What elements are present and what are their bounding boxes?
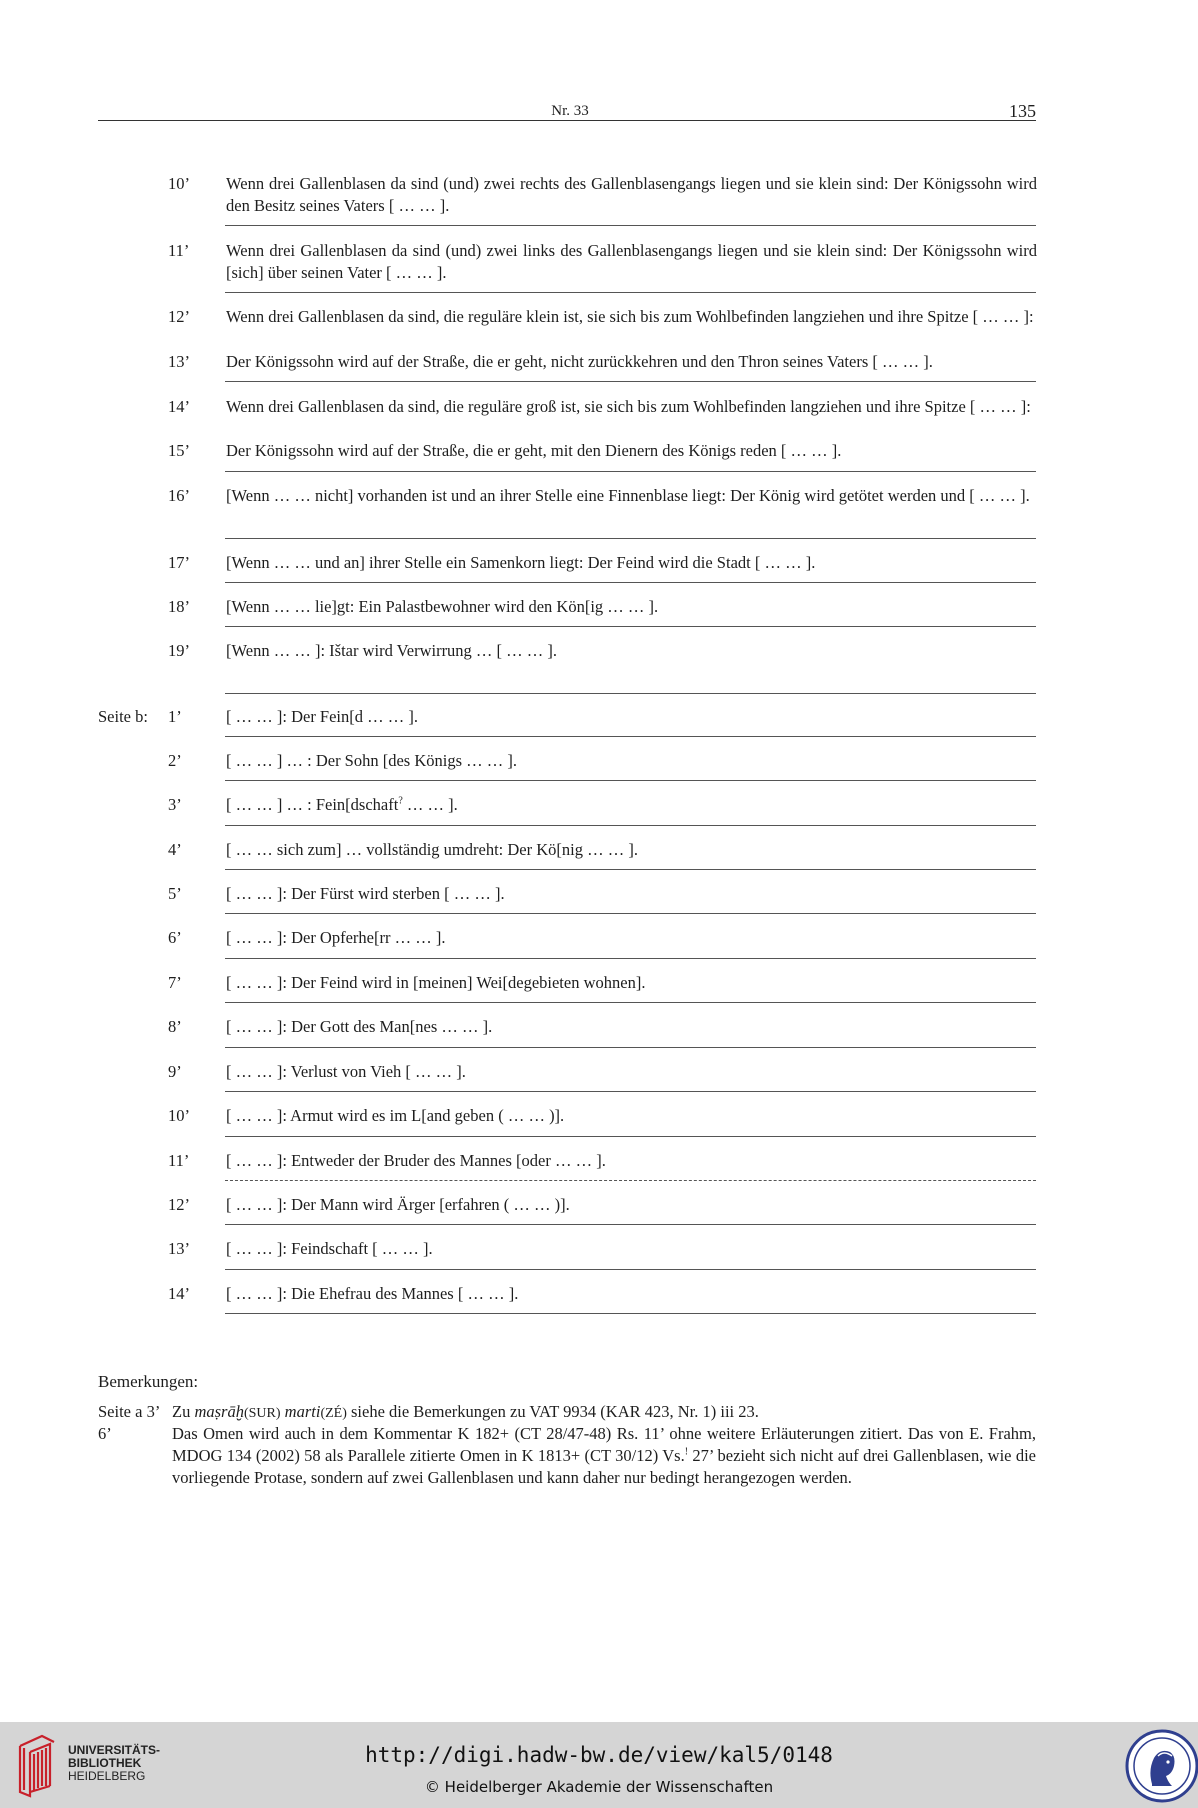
omen-line: [ … … ]: Entweder der Bruder des Mannes [oder … … ]. xyxy=(226,1151,606,1170)
omen-line: [Wenn … … nicht] vorhanden ist und an ihrer Stelle eine Finnenblase liegt: Der König wird getötet werden und [ … … ]. xyxy=(226,486,1030,505)
section-rule xyxy=(225,471,1036,472)
remark-text-part: 27’ bezieht sich nicht auf drei Gallenblasen, wie die vorliegende Protase, sondern auf zwei Gallenblasen und kann daher nur bedingt herangezogen werden. xyxy=(172,1446,1036,1487)
line-number: 1’ xyxy=(168,707,182,726)
remark-label: 6’ xyxy=(98,1424,112,1443)
line-number: 14’ xyxy=(168,397,190,416)
line-number: 11’ xyxy=(168,1151,190,1170)
omen-line: [ … … ]: Der Gott des Man[nes … … ]. xyxy=(226,1017,493,1036)
omen-line xyxy=(226,794,458,816)
omen-line: [ … … ]: Verlust von Vieh [ … … ]. xyxy=(226,1062,466,1081)
section-rule xyxy=(225,736,1036,737)
line-number: 3’ xyxy=(168,795,182,814)
line-number: 18’ xyxy=(168,597,190,616)
omen-line: Wenn drei Gallenblasen da sind (und) zwei links des Gallenblasengangs liegen und sie klein sind: Der Königssohn wird [sich] über seinen Vater [ … … ]. xyxy=(226,241,1037,282)
header-rule xyxy=(98,120,1036,121)
sumerogram: (SUR) xyxy=(243,1406,281,1421)
remark-label: Seite a 3’ xyxy=(98,1402,161,1421)
omen-text: … … ]. xyxy=(402,795,458,814)
line-number: 16’ xyxy=(168,486,190,505)
omen-line: [ … … ]: Der Opferhe[rr … … ]. xyxy=(226,928,446,947)
section-rule xyxy=(225,958,1036,959)
line-number: 9’ xyxy=(168,1062,182,1081)
omen-line: [ … … ]: Der Mann wird Ärger [erfahren ( … … )]. xyxy=(226,1195,570,1214)
library-name-line: BIBLIOTHEK xyxy=(68,1756,142,1770)
section-rule xyxy=(225,1224,1036,1225)
section-rule xyxy=(225,1091,1036,1092)
remarks-title: Bemerkungen: xyxy=(98,1372,199,1391)
query-mark: ? xyxy=(398,795,403,807)
section-rule xyxy=(225,292,1036,293)
line-number: 10’ xyxy=(168,1106,190,1125)
line-number: 15’ xyxy=(168,441,190,460)
section-rule xyxy=(225,225,1036,226)
section-rule xyxy=(225,1269,1036,1270)
line-number: 11’ xyxy=(168,241,190,260)
omen-line: Wenn drei Gallenblasen da sind (und) zwei rechts des Gallenblasengangs liegen und sie klein sind: Der Königssohn wird den Besitz seines Vaters [ … … ]. xyxy=(226,174,1037,215)
omen-line: [ … … ]: Die Ehefrau des Mannes [ … … ]. xyxy=(226,1284,519,1303)
section-rule xyxy=(225,913,1036,914)
omen-line: Der Königssohn wird auf der Straße, die er geht, mit den Dienern des Königs reden [ … … ]. xyxy=(226,441,842,460)
section-rule xyxy=(225,1136,1036,1137)
line-number: 14’ xyxy=(168,1284,190,1303)
omen-line: [Wenn … … ]: Ištar wird Verwirrung … [ … … ]. xyxy=(226,641,558,660)
academy-seal-icon xyxy=(1122,1726,1198,1804)
omen-line: [Wenn … … und an] ihrer Stelle ein Samenkorn liegt: Der Feind wird die Stadt [ … … ]. xyxy=(226,553,816,572)
library-name-line: HEIDELBERG xyxy=(68,1769,146,1783)
akkadian-term: marti xyxy=(284,1402,321,1421)
remark-text-part: Das Omen wird auch in dem Kommentar K 182+ (CT 28/47-48) Rs. 11’ ohne weitere Erläuterungen zitiert. Das von E. Frahm, MDOG 134 (2002) 58 als Parallele zitierte Omen in K 1813+ (CT 30/12) Vs. xyxy=(172,1424,1036,1465)
line-number: 17’ xyxy=(168,553,190,572)
section-rule xyxy=(225,825,1036,826)
line-number: 5’ xyxy=(168,884,182,903)
line-number: 13’ xyxy=(168,352,190,371)
emendation-mark: ! xyxy=(684,1446,689,1458)
section-rule xyxy=(225,538,1036,539)
copyright-notice: © Heidelberger Akademie der Wissenschaften xyxy=(424,1778,774,1796)
section-rule xyxy=(225,1047,1036,1048)
line-number: 19’ xyxy=(168,641,190,660)
remark-text xyxy=(172,1401,1036,1425)
omen-line: [ … … ]: Der Fürst wird sterben [ … … ]. xyxy=(226,884,505,903)
omen-line: [ … … ] … : Der Sohn [des Königs … … ]. xyxy=(226,751,518,770)
omen-line: [ … … ]: Der Fein[d … … ]. xyxy=(226,707,419,726)
line-number: 8’ xyxy=(168,1017,182,1036)
line-number: 13’ xyxy=(168,1239,190,1258)
sumerogram: (ZÉ) xyxy=(320,1406,347,1421)
running-header-title: Nr. 33 xyxy=(551,103,589,119)
permalink-url[interactable]: http://digi.hadw-bw.de/view/kal5/0148 xyxy=(365,1743,833,1767)
omen-text: [ … … ] … : Fein[dschaft xyxy=(226,795,399,814)
section-rule xyxy=(225,1002,1036,1003)
omen-line: Der Königssohn wird auf der Straße, die er geht, nicht zurückkehren und den Thron seines Vaters [ … … ]. xyxy=(226,352,933,371)
line-number: 7’ xyxy=(168,973,182,992)
footer-bar xyxy=(0,1722,1198,1808)
omen-line: Wenn drei Gallenblasen da sind, die reguläre klein ist, sie sich bis zum Wohlbefinden langziehen und ihre Spitze [ … … ]: xyxy=(226,307,1034,326)
line-number: 12’ xyxy=(168,1195,190,1214)
page-number: 135 xyxy=(1009,101,1036,121)
omen-line: Wenn drei Gallenblasen da sind, die reguläre groß ist, sie sich bis zum Wohlbefinden langziehen und ihre Spitze [ … … ]: xyxy=(226,397,1031,416)
line-number: 10’ xyxy=(168,174,190,193)
remark-text-part: siehe die Bemerkungen zu VAT 9934 (KAR 423, Nr. 1) iii 23. xyxy=(351,1402,759,1421)
omen-line: [ … … ]: Feindschaft [ … … ]. xyxy=(226,1239,433,1258)
omen-line: [Wenn … … lie]gt: Ein Palastbewohner wird den Kön[ig … … ]. xyxy=(226,597,659,616)
section-rule xyxy=(225,381,1036,382)
section-rule xyxy=(225,693,1036,694)
section-rule xyxy=(225,582,1036,583)
library-name-line: UNIVERSITÄTS- xyxy=(68,1743,161,1757)
remark-text xyxy=(172,1423,1036,1489)
remark-text-part: Zu xyxy=(172,1402,191,1421)
line-number: 6’ xyxy=(168,928,182,947)
line-number: 12’ xyxy=(168,307,190,326)
omen-line: [ … … sich zum] … vollständig umdreht: Der Kö[nig … … ]. xyxy=(226,840,638,859)
line-number: 4’ xyxy=(168,840,182,859)
section-rule xyxy=(225,780,1036,781)
section-rule xyxy=(225,626,1036,627)
section-rule xyxy=(225,869,1036,870)
akkadian-term: maṣrāḫ xyxy=(194,1402,244,1421)
section-rule xyxy=(225,1313,1036,1314)
omen-line: [ … … ]: Der Feind wird in [meinen] Wei[degebieten wohnen]. xyxy=(226,973,646,992)
line-number: 2’ xyxy=(168,751,182,770)
omen-line: [ … … ]: Armut wird es im L[and geben ( … … )]. xyxy=(226,1106,565,1125)
side-b-label: Seite b: xyxy=(98,707,148,726)
section-rule-dashed xyxy=(225,1180,1036,1181)
